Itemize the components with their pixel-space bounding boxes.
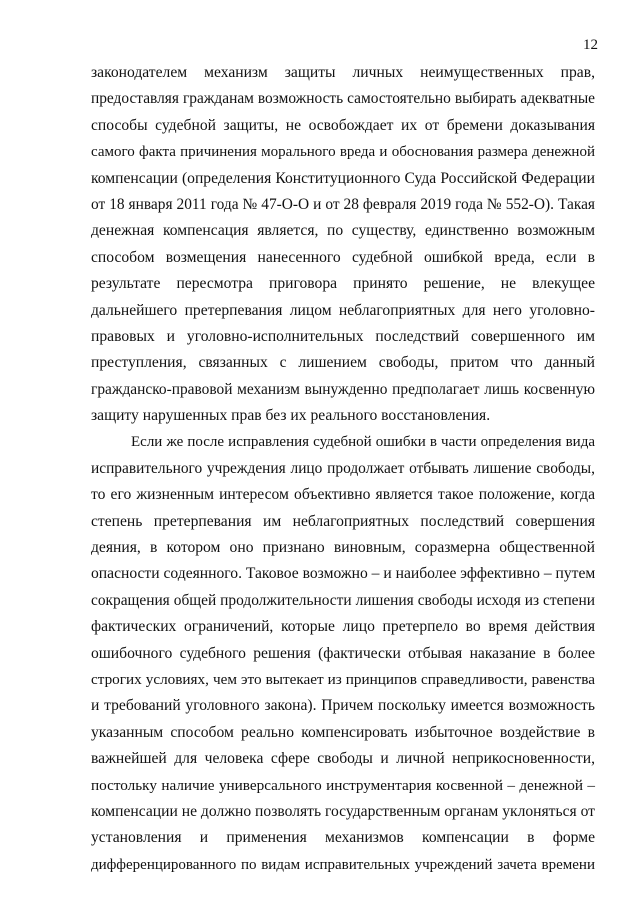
text-line: способы судебной защиты, не освобождает их от бремени доказывания bbox=[91, 116, 595, 134]
paragraph-1 bbox=[91, 60, 595, 429]
text-line: дифференцированного по видам исправительных учреждений зачета времени bbox=[91, 856, 595, 873]
text-line: то его жизненным интересом объективно является такое положение, когда bbox=[91, 486, 595, 504]
body-text bbox=[91, 60, 595, 878]
text-line: ошибочного судебного решения (фактически отбывая наказание в более bbox=[91, 644, 595, 662]
text-line: самого факта причинения морального вреда и обоснования размера денежной bbox=[91, 144, 595, 161]
text-line: защиту нарушенных прав без их реального восстановления. bbox=[91, 407, 491, 425]
text-line: компенсации не должно позволять государственным органам уклоняться от bbox=[91, 802, 595, 820]
text-line: степень претерпевания им неблагоприятных последствий совершения bbox=[91, 512, 595, 530]
text-line: результате пересмотра приговора принято решение, не влекущее bbox=[91, 275, 595, 293]
text-line: сокращения общей продолжительности лишения свободы исходя из степени bbox=[91, 591, 595, 609]
text-line: Если же после исправления судебной ошибки в части определения вида bbox=[131, 434, 595, 451]
text-line: от 18 января 2011 года № 47-О-О и от 28 февраля 2019 года № 552-О). Такая bbox=[91, 195, 595, 213]
text-line: опасности содеянного. Таковое возможно – и наиболее эффективно – путем bbox=[91, 565, 596, 583]
text-line: законодателем механизм защиты личных неимущественных прав, bbox=[91, 64, 595, 81]
paragraph-2 bbox=[91, 429, 595, 878]
text-line: указанным способом реально компенсировать избыточное воздействие в bbox=[91, 723, 595, 741]
page-number: 12 bbox=[583, 37, 598, 53]
text-line: преступления, связанных с лишением свободы, притом что данный bbox=[91, 354, 595, 372]
text-line: гражданско-правовой механизм вынужденно предполагает лишь косвенную bbox=[91, 380, 595, 398]
text-line: строгих условиях, чем это вытекает из принципов справедливости, равенства bbox=[91, 670, 595, 688]
text-line: предоставляя гражданам возможность самостоятельно выбирать адекватные bbox=[91, 90, 595, 108]
text-line: важнейшей для человека сфере свободы и личной неприкосновенности, bbox=[91, 750, 595, 768]
text-line: деяния, в котором оно признано виновным, соразмерна общественной bbox=[91, 539, 595, 557]
text-line: компенсации (определения Конституционного Суда Российской Федерации bbox=[91, 169, 595, 187]
text-line: правовых и уголовно-исполнительных последствий совершенного им bbox=[91, 327, 595, 345]
text-line: способом возмещения нанесенного судебной ошибкой вреда, если в bbox=[91, 248, 595, 266]
text-line: установления и применения механизмов компенсации в форме bbox=[91, 829, 595, 847]
text-line: дальнейшего претерпевания лицом неблагоприятных для него уголовно- bbox=[91, 301, 595, 319]
text-line: и требований уголовного закона). Причем поскольку имеется возможность bbox=[91, 697, 595, 715]
text-line: денежная компенсация является, по существу, единственно возможным bbox=[91, 222, 595, 240]
text-line: фактических ограничений, которые лицо претерпело во время действия bbox=[91, 618, 595, 636]
text-line: постольку наличие универсального инструментария косвенной – денежной – bbox=[91, 776, 595, 794]
text-line: исправительного учреждения лицо продолжает отбывать лишение свободы, bbox=[91, 459, 595, 477]
